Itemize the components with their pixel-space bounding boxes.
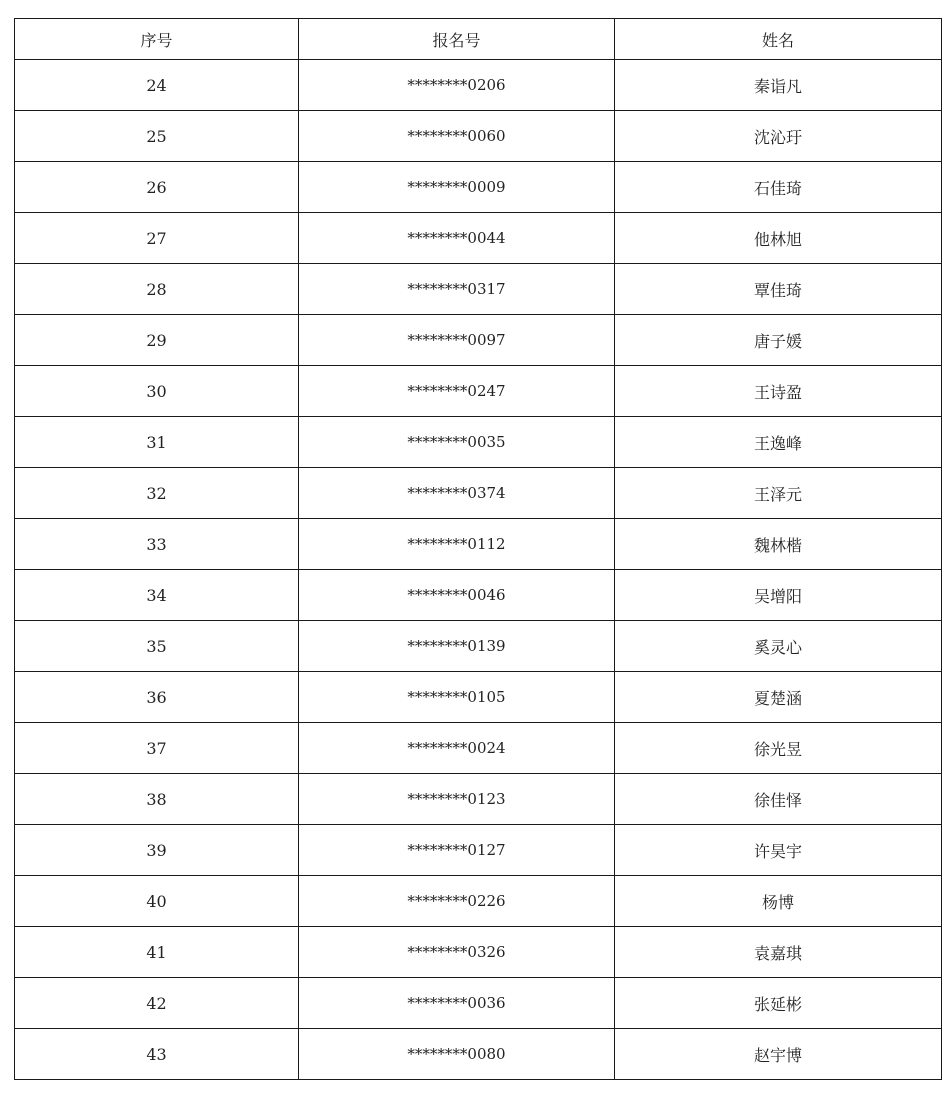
table-row bbox=[15, 366, 942, 417]
table-row bbox=[15, 315, 942, 366]
name-cell: 袁嘉琪 bbox=[615, 927, 942, 978]
header-registration-no: 报名号 bbox=[299, 19, 615, 60]
name-cell: 王逸峰 bbox=[615, 417, 942, 468]
table-row bbox=[15, 264, 942, 315]
table-row bbox=[15, 519, 942, 570]
seq-cell: 36 bbox=[15, 672, 299, 723]
table-row bbox=[15, 774, 942, 825]
seq-cell: 27 bbox=[15, 213, 299, 264]
table-row bbox=[15, 978, 942, 1029]
table-row bbox=[15, 723, 942, 774]
name-cell: 覃佳琦 bbox=[615, 264, 942, 315]
seq-cell: 39 bbox=[15, 825, 299, 876]
table-row bbox=[15, 1029, 942, 1080]
seq-cell: 43 bbox=[15, 1029, 299, 1080]
name-cell: 徐佳怿 bbox=[615, 774, 942, 825]
registration-no-cell: ********0139 bbox=[299, 621, 615, 672]
name-cell: 张延彬 bbox=[615, 978, 942, 1029]
table-row bbox=[15, 927, 942, 978]
seq-cell: 24 bbox=[15, 60, 299, 111]
seq-cell: 25 bbox=[15, 111, 299, 162]
name-cell: 杨博 bbox=[615, 876, 942, 927]
registration-no-cell: ********0024 bbox=[299, 723, 615, 774]
table-row bbox=[15, 60, 942, 111]
name-cell: 唐子媛 bbox=[615, 315, 942, 366]
registration-no-cell: ********0097 bbox=[299, 315, 615, 366]
registration-no-cell: ********0374 bbox=[299, 468, 615, 519]
name-cell: 徐光昱 bbox=[615, 723, 942, 774]
seq-cell: 41 bbox=[15, 927, 299, 978]
table-row bbox=[15, 825, 942, 876]
seq-cell: 26 bbox=[15, 162, 299, 213]
name-cell: 沈沁玗 bbox=[615, 111, 942, 162]
name-cell: 吴增阳 bbox=[615, 570, 942, 621]
registration-no-cell: ********0127 bbox=[299, 825, 615, 876]
registration-no-cell: ********0247 bbox=[299, 366, 615, 417]
name-cell: 王泽元 bbox=[615, 468, 942, 519]
registration-no-cell: ********0046 bbox=[299, 570, 615, 621]
name-cell: 王诗盈 bbox=[615, 366, 942, 417]
seq-cell: 42 bbox=[15, 978, 299, 1029]
seq-cell: 35 bbox=[15, 621, 299, 672]
header-row bbox=[15, 19, 942, 60]
seq-cell: 32 bbox=[15, 468, 299, 519]
registration-no-cell: ********0206 bbox=[299, 60, 615, 111]
table-row bbox=[15, 111, 942, 162]
name-cell: 魏林楷 bbox=[615, 519, 942, 570]
registration-no-cell: ********0060 bbox=[299, 111, 615, 162]
header-seq: 序号 bbox=[15, 19, 299, 60]
registration-no-cell: ********0009 bbox=[299, 162, 615, 213]
name-cell: 秦诣凡 bbox=[615, 60, 942, 111]
name-cell: 许昊宇 bbox=[615, 825, 942, 876]
name-cell: 夏楚涵 bbox=[615, 672, 942, 723]
registration-no-cell: ********0226 bbox=[299, 876, 615, 927]
registration-no-cell: ********0112 bbox=[299, 519, 615, 570]
table-row bbox=[15, 213, 942, 264]
registration-no-cell: ********0036 bbox=[299, 978, 615, 1029]
seq-cell: 34 bbox=[15, 570, 299, 621]
table-row bbox=[15, 570, 942, 621]
seq-cell: 33 bbox=[15, 519, 299, 570]
seq-cell: 28 bbox=[15, 264, 299, 315]
seq-cell: 40 bbox=[15, 876, 299, 927]
seq-cell: 38 bbox=[15, 774, 299, 825]
name-cell: 他林旭 bbox=[615, 213, 942, 264]
admission-table bbox=[14, 18, 942, 1080]
registration-no-cell: ********0123 bbox=[299, 774, 615, 825]
seq-cell: 29 bbox=[15, 315, 299, 366]
registration-no-cell: ********0044 bbox=[299, 213, 615, 264]
registration-no-cell: ********0326 bbox=[299, 927, 615, 978]
name-cell: 石佳琦 bbox=[615, 162, 942, 213]
table-row bbox=[15, 672, 942, 723]
registration-no-cell: ********0080 bbox=[299, 1029, 615, 1080]
table-row bbox=[15, 468, 942, 519]
registration-no-cell: ********0317 bbox=[299, 264, 615, 315]
table-row bbox=[15, 876, 942, 927]
seq-cell: 30 bbox=[15, 366, 299, 417]
seq-cell: 31 bbox=[15, 417, 299, 468]
registration-no-cell: ********0105 bbox=[299, 672, 615, 723]
name-cell: 赵宇博 bbox=[615, 1029, 942, 1080]
table-row bbox=[15, 417, 942, 468]
name-cell: 奚灵心 bbox=[615, 621, 942, 672]
header-name: 姓名 bbox=[615, 19, 942, 60]
admission-list-sheet bbox=[14, 18, 942, 1080]
registration-no-cell: ********0035 bbox=[299, 417, 615, 468]
seq-cell: 37 bbox=[15, 723, 299, 774]
table-row bbox=[15, 621, 942, 672]
table-row bbox=[15, 162, 942, 213]
